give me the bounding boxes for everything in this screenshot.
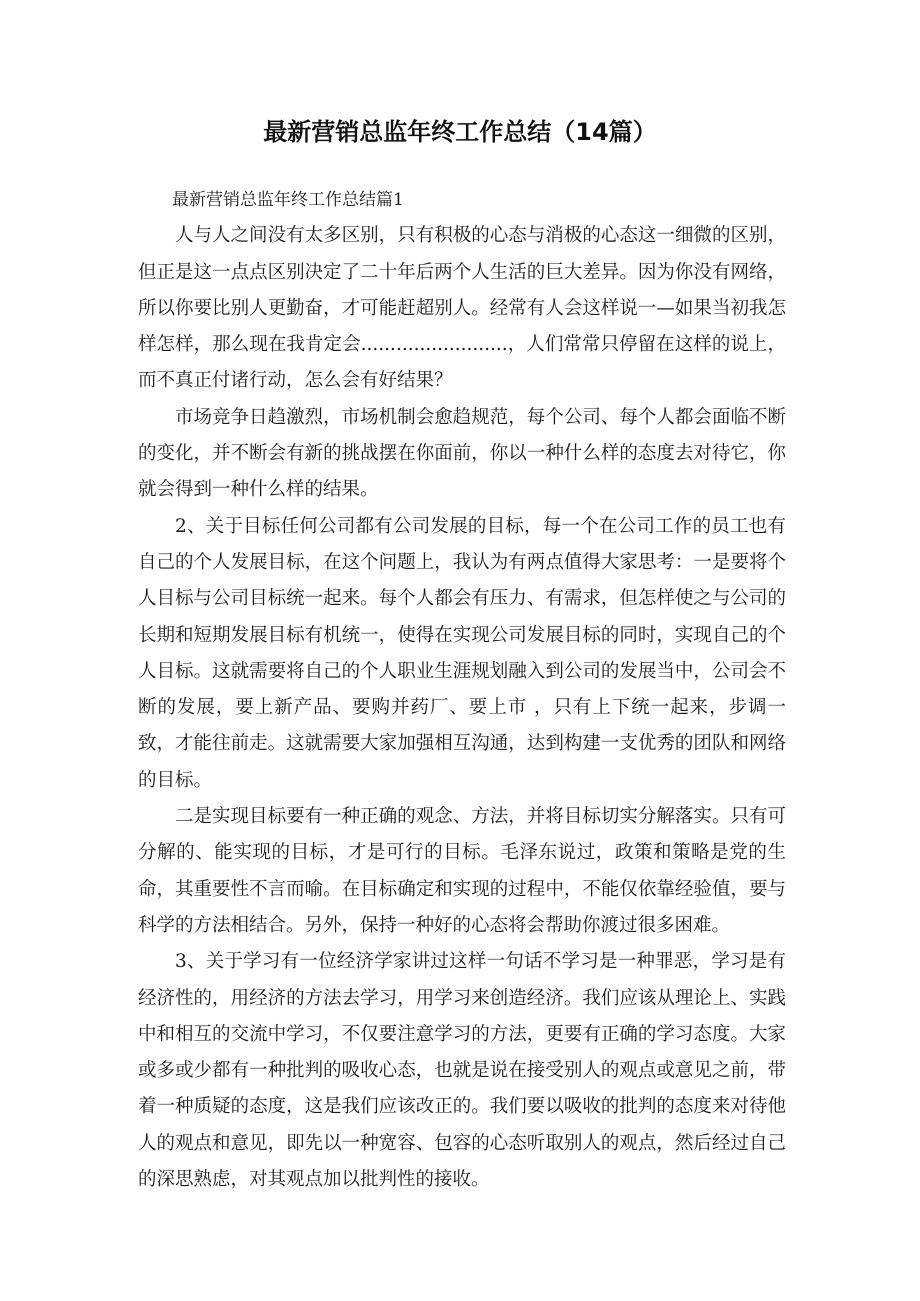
document-title: 最新营销总监年终工作总结（14篇） xyxy=(263,118,657,146)
paragraph: 3、关于学习有一位经济学家讲过这样一句话不学习是一种罪恶，学习是有经济性的，用经济的方法去学习，用学习来创造经济。我们应该从理论上、实践中和相互的交流中学习，不仅要注意学习的方法，更要有正确的学习态度。大家或多或少都有一种批判的吸收心态，也就是说在接受别人的观点或意见之前，带着一种质疑的态度，这是我们应该改正的。我们要以吸收的批判的态度来对待他人的观点和意见，即先以一种宽容、包容的心态听取别人的观点，然后经过自己的深思熟虑，对其观点加以批判性的接收。 xyxy=(138,951,786,1191)
section-heading: 最新营销总监年终工作总结篇1 xyxy=(172,190,404,210)
paragraph: 二是实现目标要有一种正确的观念、方法，并将目标切实分解落实。只有可分解的、能实现的目标，才是可行的目标。毛泽东说过，政策和策略是党的生命，其重要性不言而喻。在目标确定和实现的过程中，不能仅依靠经验值，要与科学的方法相结合。另外，保持一种好的心态将会帮助你渡过很多困难。 xyxy=(138,806,786,936)
paragraph: 2、关于目标任何公司都有公司发展的目标，每一个在公司工作的员工也有自己的个人发展目标，在这个问题上，我认为有两点值得大家思考：一是要将个人目标与公司目标统一起来。每个人都会有压力、有需求，但怎样使之与公司的长期和短期发展目标有机统一，使得在实现公司发展目标的同时，实现自己的个人目标。这就需要将自己的个人职业生涯规划融入到公司的发展当中，公司会不断的发展，要上新产品、要购并药厂、要上市 ，只有上下统一起来，步调一致，才能往前走。这就需要大家加强相互沟通，达到构建一支优秀的团队和网络的目标。 xyxy=(138,515,786,791)
paragraph: 人与人之间没有太多区别，只有积极的心态与消极的心态这一细微的区别，但正是这一点点区别决定了二十年后两个人生活的巨大差异。因为你没有网络，所以你要比别人更勤奋，才可能赶超别人。经常有人会这样说一—如果当初我怎样怎样，那么现在我肯定会.........................，人们常常只停留在这样的说上，而不真正付诸行动，怎么会有好结果？ xyxy=(138,225,786,392)
document-body xyxy=(138,182,786,1198)
paragraph: 市场竞争日趋激烈，市场机制会愈趋规范，每个公司、每个人都会面临不断的变化，并不断会有新的挑战摆在你面前，你以一种什么样的态度去对待它，你就会得到一种什么样的结果。 xyxy=(138,406,786,501)
